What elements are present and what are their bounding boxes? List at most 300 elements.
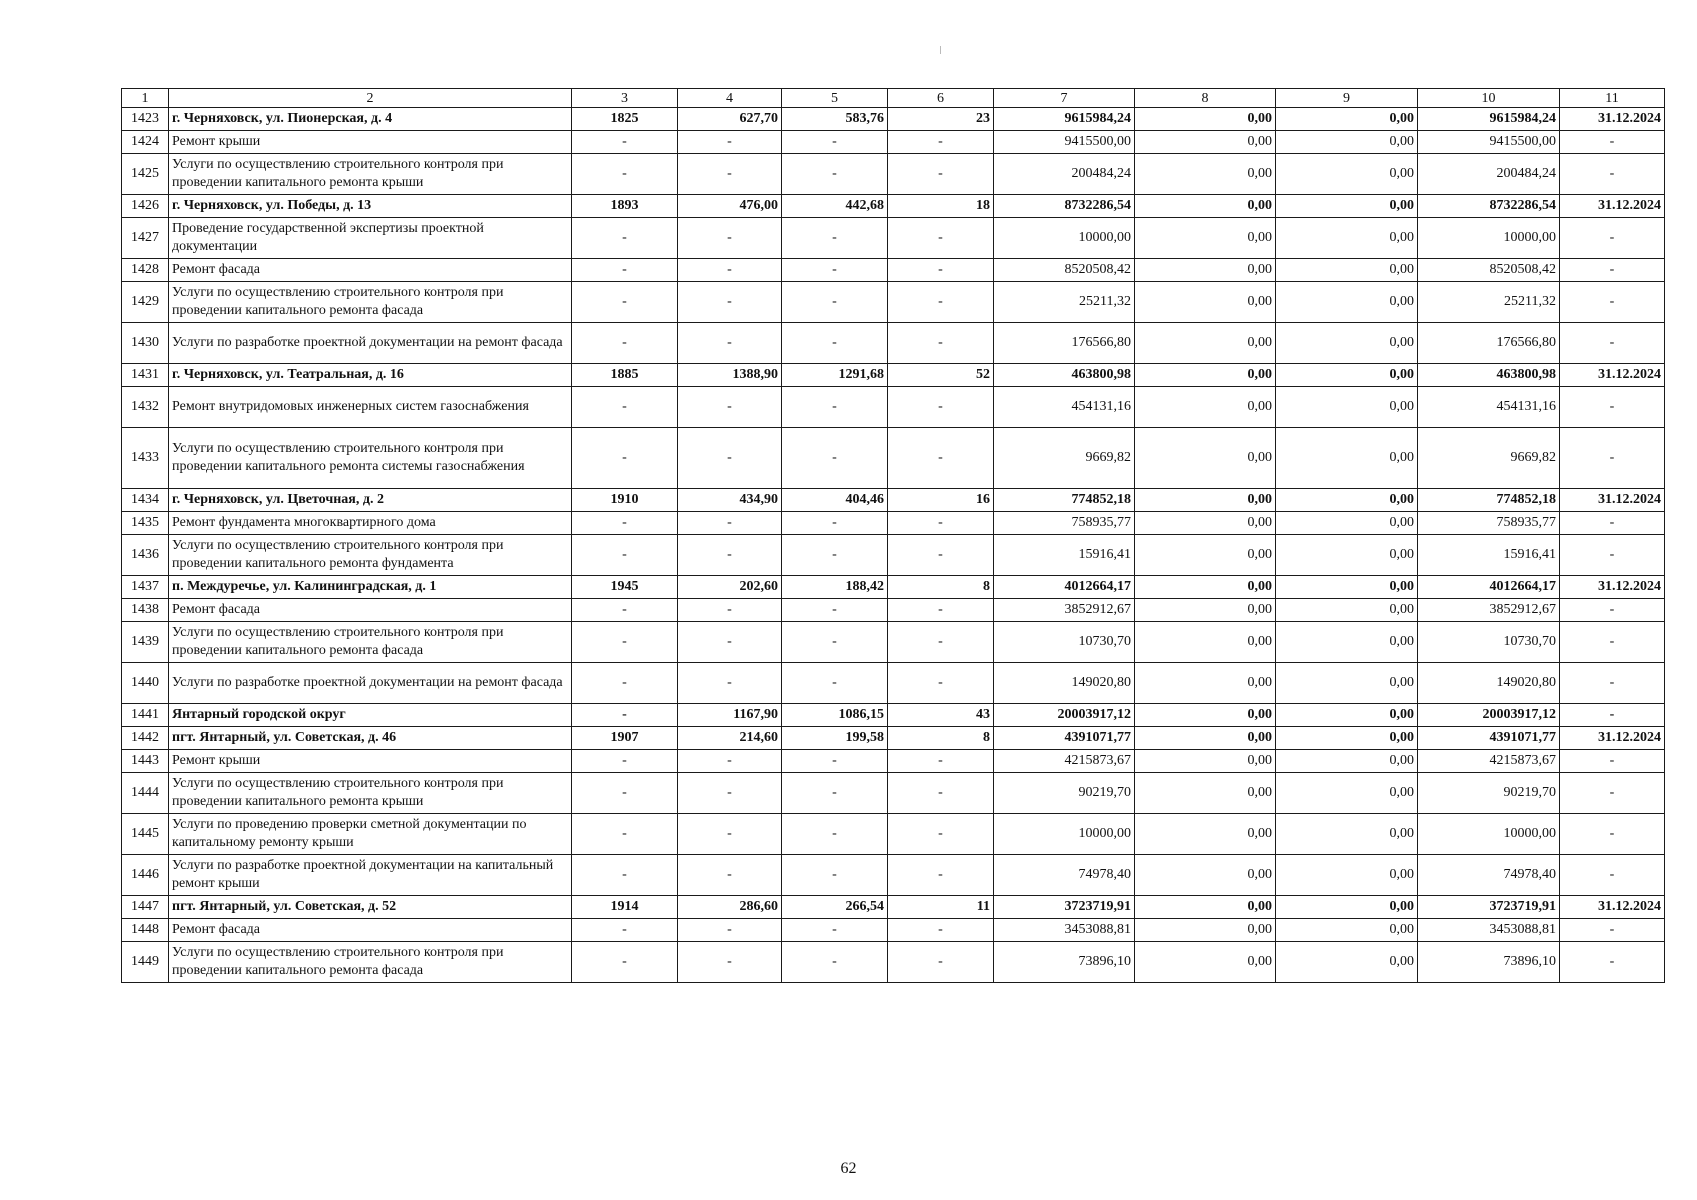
year-cell: 1885 bbox=[572, 364, 678, 387]
cost-total-cell: 758935,77 bbox=[994, 512, 1135, 535]
area-total-cell: - bbox=[678, 259, 782, 282]
cost-fund-cell: 0,00 bbox=[1135, 599, 1276, 622]
cost-budget-cell: 0,00 bbox=[1276, 259, 1418, 282]
area-total-cell: - bbox=[678, 919, 782, 942]
cost-total-cell: 73896,10 bbox=[994, 942, 1135, 983]
cost-fund-cell: 0,00 bbox=[1135, 576, 1276, 599]
row-number: 1426 bbox=[122, 195, 169, 218]
row-number: 1447 bbox=[122, 896, 169, 919]
cost-fund-cell: 0,00 bbox=[1135, 855, 1276, 896]
work-item-row bbox=[122, 323, 1665, 364]
area-total-cell: - bbox=[678, 814, 782, 855]
cost-owners-cell: 4012664,17 bbox=[1418, 576, 1560, 599]
area-total-cell: 1167,90 bbox=[678, 704, 782, 727]
cost-owners-cell: 15916,41 bbox=[1418, 535, 1560, 576]
address-row bbox=[122, 364, 1665, 387]
area-living-cell: - bbox=[782, 855, 888, 896]
work-item-row bbox=[122, 259, 1665, 282]
row-number: 1438 bbox=[122, 599, 169, 622]
work-item-row bbox=[122, 663, 1665, 704]
column-number: 9 bbox=[1276, 89, 1418, 108]
area-total-cell: - bbox=[678, 154, 782, 195]
work-item-row bbox=[122, 387, 1665, 428]
cost-owners-cell: 3723719,91 bbox=[1418, 896, 1560, 919]
column-number: 4 bbox=[678, 89, 782, 108]
residents-cell: - bbox=[888, 942, 994, 983]
area-living-cell: 1086,15 bbox=[782, 704, 888, 727]
address-row bbox=[122, 108, 1665, 131]
area-living-cell: - bbox=[782, 919, 888, 942]
cost-fund-cell: 0,00 bbox=[1135, 535, 1276, 576]
area-total-cell: - bbox=[678, 512, 782, 535]
cost-fund-cell: 0,00 bbox=[1135, 512, 1276, 535]
scan-mark bbox=[940, 46, 941, 54]
cost-owners-cell: 200484,24 bbox=[1418, 154, 1560, 195]
cost-budget-cell: 0,00 bbox=[1276, 942, 1418, 983]
cost-fund-cell: 0,00 bbox=[1135, 704, 1276, 727]
cost-budget-cell: 0,00 bbox=[1276, 154, 1418, 195]
area-living-cell: 1291,68 bbox=[782, 364, 888, 387]
row-number: 1428 bbox=[122, 259, 169, 282]
deadline-cell: - bbox=[1560, 387, 1665, 428]
item-name: г. Черняховск, ул. Пионерская, д. 4 bbox=[169, 108, 572, 131]
area-living-cell: - bbox=[782, 154, 888, 195]
cost-owners-cell: 4215873,67 bbox=[1418, 750, 1560, 773]
cost-total-cell: 90219,70 bbox=[994, 773, 1135, 814]
year-cell: - bbox=[572, 387, 678, 428]
area-total-cell: - bbox=[678, 131, 782, 154]
row-number: 1442 bbox=[122, 727, 169, 750]
cost-total-cell: 10730,70 bbox=[994, 622, 1135, 663]
deadline-cell: 31.12.2024 bbox=[1560, 108, 1665, 131]
address-row bbox=[122, 489, 1665, 512]
year-cell: - bbox=[572, 535, 678, 576]
cost-budget-cell: 0,00 bbox=[1276, 704, 1418, 727]
deadline-cell: - bbox=[1560, 154, 1665, 195]
area-total-cell: 214,60 bbox=[678, 727, 782, 750]
row-number: 1424 bbox=[122, 131, 169, 154]
area-living-cell: 442,68 bbox=[782, 195, 888, 218]
year-cell: - bbox=[572, 259, 678, 282]
residents-cell: - bbox=[888, 282, 994, 323]
area-living-cell: - bbox=[782, 387, 888, 428]
capital-repair-table bbox=[121, 88, 1665, 983]
deadline-cell: - bbox=[1560, 942, 1665, 983]
work-item-row bbox=[122, 428, 1665, 489]
cost-budget-cell: 0,00 bbox=[1276, 108, 1418, 131]
row-number: 1431 bbox=[122, 364, 169, 387]
area-living-cell: 199,58 bbox=[782, 727, 888, 750]
deadline-cell: 31.12.2024 bbox=[1560, 576, 1665, 599]
year-cell: - bbox=[572, 622, 678, 663]
deadline-cell: - bbox=[1560, 622, 1665, 663]
residents-cell: - bbox=[888, 855, 994, 896]
deadline-cell: - bbox=[1560, 428, 1665, 489]
residents-cell: - bbox=[888, 387, 994, 428]
cost-budget-cell: 0,00 bbox=[1276, 814, 1418, 855]
cost-fund-cell: 0,00 bbox=[1135, 364, 1276, 387]
area-total-cell: 202,60 bbox=[678, 576, 782, 599]
residents-cell: - bbox=[888, 919, 994, 942]
cost-budget-cell: 0,00 bbox=[1276, 896, 1418, 919]
cost-total-cell: 8520508,42 bbox=[994, 259, 1135, 282]
cost-budget-cell: 0,00 bbox=[1276, 535, 1418, 576]
cost-budget-cell: 0,00 bbox=[1276, 576, 1418, 599]
year-cell: 1910 bbox=[572, 489, 678, 512]
residents-cell: 11 bbox=[888, 896, 994, 919]
cost-fund-cell: 0,00 bbox=[1135, 195, 1276, 218]
cost-total-cell: 74978,40 bbox=[994, 855, 1135, 896]
area-living-cell: - bbox=[782, 663, 888, 704]
cost-budget-cell: 0,00 bbox=[1276, 364, 1418, 387]
item-name: г. Черняховск, ул. Цветочная, д. 2 bbox=[169, 489, 572, 512]
cost-owners-cell: 9615984,24 bbox=[1418, 108, 1560, 131]
cost-budget-cell: 0,00 bbox=[1276, 727, 1418, 750]
year-cell: 1914 bbox=[572, 896, 678, 919]
cost-owners-cell: 3453088,81 bbox=[1418, 919, 1560, 942]
work-item-row bbox=[122, 282, 1665, 323]
work-item-row bbox=[122, 942, 1665, 983]
cost-owners-cell: 149020,80 bbox=[1418, 663, 1560, 704]
cost-fund-cell: 0,00 bbox=[1135, 131, 1276, 154]
cost-budget-cell: 0,00 bbox=[1276, 282, 1418, 323]
residents-cell: - bbox=[888, 535, 994, 576]
residents-cell: - bbox=[888, 599, 994, 622]
address-row bbox=[122, 195, 1665, 218]
year-cell: - bbox=[572, 942, 678, 983]
area-living-cell: 404,46 bbox=[782, 489, 888, 512]
cost-fund-cell: 0,00 bbox=[1135, 259, 1276, 282]
area-total-cell: - bbox=[678, 663, 782, 704]
work-item-row bbox=[122, 750, 1665, 773]
area-living-cell: 188,42 bbox=[782, 576, 888, 599]
item-name: г. Черняховск, ул. Победы, д. 13 bbox=[169, 195, 572, 218]
cost-owners-cell: 454131,16 bbox=[1418, 387, 1560, 428]
area-total-cell: 434,90 bbox=[678, 489, 782, 512]
row-number: 1432 bbox=[122, 387, 169, 428]
deadline-cell: 31.12.2024 bbox=[1560, 727, 1665, 750]
deadline-cell: - bbox=[1560, 814, 1665, 855]
work-item-row bbox=[122, 773, 1665, 814]
cost-owners-cell: 90219,70 bbox=[1418, 773, 1560, 814]
item-name: Ремонт фундамента многоквартирного дома bbox=[169, 512, 572, 535]
year-cell: - bbox=[572, 282, 678, 323]
cost-budget-cell: 0,00 bbox=[1276, 919, 1418, 942]
row-number: 1445 bbox=[122, 814, 169, 855]
column-number: 2 bbox=[169, 89, 572, 108]
residents-cell: - bbox=[888, 512, 994, 535]
cost-fund-cell: 0,00 bbox=[1135, 896, 1276, 919]
cost-total-cell: 10000,00 bbox=[994, 814, 1135, 855]
area-total-cell: 476,00 bbox=[678, 195, 782, 218]
year-cell: 1893 bbox=[572, 195, 678, 218]
area-total-cell: - bbox=[678, 942, 782, 983]
year-cell: 1825 bbox=[572, 108, 678, 131]
cost-total-cell: 200484,24 bbox=[994, 154, 1135, 195]
deadline-cell: - bbox=[1560, 131, 1665, 154]
cost-fund-cell: 0,00 bbox=[1135, 750, 1276, 773]
item-name: Ремонт фасада bbox=[169, 919, 572, 942]
cost-budget-cell: 0,00 bbox=[1276, 489, 1418, 512]
year-cell: - bbox=[572, 704, 678, 727]
cost-owners-cell: 73896,10 bbox=[1418, 942, 1560, 983]
work-item-row bbox=[122, 855, 1665, 896]
cost-total-cell: 176566,80 bbox=[994, 323, 1135, 364]
cost-owners-cell: 74978,40 bbox=[1418, 855, 1560, 896]
area-living-cell: 583,76 bbox=[782, 108, 888, 131]
work-item-row bbox=[122, 131, 1665, 154]
row-number: 1439 bbox=[122, 622, 169, 663]
area-living-cell: - bbox=[782, 773, 888, 814]
residents-cell: - bbox=[888, 663, 994, 704]
page-number: 62 bbox=[840, 1160, 857, 1177]
residents-cell: - bbox=[888, 622, 994, 663]
year-cell: - bbox=[572, 814, 678, 855]
row-number: 1437 bbox=[122, 576, 169, 599]
area-living-cell: - bbox=[782, 622, 888, 663]
cost-owners-cell: 10000,00 bbox=[1418, 814, 1560, 855]
address-row bbox=[122, 727, 1665, 750]
year-cell: - bbox=[572, 773, 678, 814]
column-number: 1 bbox=[122, 89, 169, 108]
residents-cell: - bbox=[888, 323, 994, 364]
cost-budget-cell: 0,00 bbox=[1276, 855, 1418, 896]
residents-cell: 52 bbox=[888, 364, 994, 387]
item-name: Услуги по осуществлению строительного контроля при проведении капитального ремонта системы газоснабжения bbox=[169, 428, 572, 489]
year-cell: 1945 bbox=[572, 576, 678, 599]
cost-fund-cell: 0,00 bbox=[1135, 773, 1276, 814]
cost-budget-cell: 0,00 bbox=[1276, 428, 1418, 489]
cost-total-cell: 463800,98 bbox=[994, 364, 1135, 387]
item-name: п. Междуречье, ул. Калининградская, д. 1 bbox=[169, 576, 572, 599]
deadline-cell: 31.12.2024 bbox=[1560, 489, 1665, 512]
cost-total-cell: 454131,16 bbox=[994, 387, 1135, 428]
address-row bbox=[122, 576, 1665, 599]
cost-budget-cell: 0,00 bbox=[1276, 622, 1418, 663]
cost-total-cell: 3852912,67 bbox=[994, 599, 1135, 622]
item-name: Ремонт фасада bbox=[169, 259, 572, 282]
deadline-cell: 31.12.2024 bbox=[1560, 896, 1665, 919]
item-name: Услуги по осуществлению строительного контроля при проведении капитального ремонта крыши bbox=[169, 154, 572, 195]
year-cell: - bbox=[572, 323, 678, 364]
deadline-cell: 31.12.2024 bbox=[1560, 364, 1665, 387]
row-number: 1443 bbox=[122, 750, 169, 773]
residents-cell: - bbox=[888, 154, 994, 195]
item-name: пгт. Янтарный, ул. Советская, д. 52 bbox=[169, 896, 572, 919]
row-number: 1434 bbox=[122, 489, 169, 512]
year-cell: - bbox=[572, 855, 678, 896]
area-total-cell: 627,70 bbox=[678, 108, 782, 131]
row-number: 1441 bbox=[122, 704, 169, 727]
cost-total-cell: 9669,82 bbox=[994, 428, 1135, 489]
area-living-cell: - bbox=[782, 218, 888, 259]
cost-total-cell: 25211,32 bbox=[994, 282, 1135, 323]
item-name: Услуги по проведению проверки сметной документации по капитальному ремонту крыши bbox=[169, 814, 572, 855]
row-number: 1449 bbox=[122, 942, 169, 983]
residents-cell: 18 bbox=[888, 195, 994, 218]
address-row bbox=[122, 896, 1665, 919]
cost-fund-cell: 0,00 bbox=[1135, 218, 1276, 259]
column-number-row bbox=[122, 89, 1665, 108]
area-total-cell: - bbox=[678, 387, 782, 428]
cost-total-cell: 15916,41 bbox=[994, 535, 1135, 576]
area-total-cell: - bbox=[678, 323, 782, 364]
area-total-cell: - bbox=[678, 622, 782, 663]
cost-total-cell: 4012664,17 bbox=[994, 576, 1135, 599]
item-name: г. Черняховск, ул. Театральная, д. 16 bbox=[169, 364, 572, 387]
cost-budget-cell: 0,00 bbox=[1276, 512, 1418, 535]
cost-owners-cell: 9415500,00 bbox=[1418, 131, 1560, 154]
work-item-row bbox=[122, 535, 1665, 576]
cost-owners-cell: 8732286,54 bbox=[1418, 195, 1560, 218]
cost-fund-cell: 0,00 bbox=[1135, 489, 1276, 512]
cost-total-cell: 20003917,12 bbox=[994, 704, 1135, 727]
cost-fund-cell: 0,00 bbox=[1135, 428, 1276, 489]
area-living-cell: - bbox=[782, 282, 888, 323]
year-cell: - bbox=[572, 512, 678, 535]
area-living-cell: - bbox=[782, 323, 888, 364]
item-name: Проведение государственной экспертизы проектной документации bbox=[169, 218, 572, 259]
deadline-cell: - bbox=[1560, 855, 1665, 896]
area-total-cell: - bbox=[678, 855, 782, 896]
cost-fund-cell: 0,00 bbox=[1135, 108, 1276, 131]
row-number: 1444 bbox=[122, 773, 169, 814]
cost-total-cell: 3453088,81 bbox=[994, 919, 1135, 942]
cost-total-cell: 9415500,00 bbox=[994, 131, 1135, 154]
cost-fund-cell: 0,00 bbox=[1135, 663, 1276, 704]
residents-cell: - bbox=[888, 259, 994, 282]
cost-budget-cell: 0,00 bbox=[1276, 323, 1418, 364]
column-number: 6 bbox=[888, 89, 994, 108]
area-total-cell: - bbox=[678, 428, 782, 489]
area-living-cell: - bbox=[782, 512, 888, 535]
cost-budget-cell: 0,00 bbox=[1276, 599, 1418, 622]
cost-owners-cell: 4391071,77 bbox=[1418, 727, 1560, 750]
residents-cell: - bbox=[888, 131, 994, 154]
area-living-cell: - bbox=[782, 599, 888, 622]
column-number: 8 bbox=[1135, 89, 1276, 108]
residents-cell: 8 bbox=[888, 576, 994, 599]
item-name: пгт. Янтарный, ул. Советская, д. 46 bbox=[169, 727, 572, 750]
item-name: Ремонт крыши bbox=[169, 750, 572, 773]
area-living-cell: - bbox=[782, 259, 888, 282]
deadline-cell: - bbox=[1560, 663, 1665, 704]
area-total-cell: - bbox=[678, 218, 782, 259]
work-item-row bbox=[122, 512, 1665, 535]
item-name: Янтарный городской округ bbox=[169, 704, 572, 727]
work-item-row bbox=[122, 218, 1665, 259]
deadline-cell: - bbox=[1560, 323, 1665, 364]
cost-owners-cell: 9669,82 bbox=[1418, 428, 1560, 489]
cost-budget-cell: 0,00 bbox=[1276, 387, 1418, 428]
cost-budget-cell: 0,00 bbox=[1276, 773, 1418, 814]
area-total-cell: - bbox=[678, 750, 782, 773]
deadline-cell: - bbox=[1560, 599, 1665, 622]
item-name: Услуги по осуществлению строительного контроля при проведении капитального ремонта фундамента bbox=[169, 535, 572, 576]
column-number: 11 bbox=[1560, 89, 1665, 108]
cost-fund-cell: 0,00 bbox=[1135, 814, 1276, 855]
area-total-cell: - bbox=[678, 599, 782, 622]
deadline-cell: - bbox=[1560, 259, 1665, 282]
item-name: Ремонт внутридомовых инженерных систем газоснабжения bbox=[169, 387, 572, 428]
cost-budget-cell: 0,00 bbox=[1276, 663, 1418, 704]
deadline-cell: - bbox=[1560, 919, 1665, 942]
year-cell: - bbox=[572, 599, 678, 622]
row-number: 1448 bbox=[122, 919, 169, 942]
cost-owners-cell: 25211,32 bbox=[1418, 282, 1560, 323]
cost-fund-cell: 0,00 bbox=[1135, 622, 1276, 663]
area-living-cell: - bbox=[782, 535, 888, 576]
row-number: 1425 bbox=[122, 154, 169, 195]
cost-owners-cell: 758935,77 bbox=[1418, 512, 1560, 535]
cost-fund-cell: 0,00 bbox=[1135, 323, 1276, 364]
residents-cell: - bbox=[888, 750, 994, 773]
area-total-cell: 286,60 bbox=[678, 896, 782, 919]
area-living-cell: - bbox=[782, 750, 888, 773]
row-number: 1427 bbox=[122, 218, 169, 259]
cost-fund-cell: 0,00 bbox=[1135, 154, 1276, 195]
area-total-cell: - bbox=[678, 282, 782, 323]
column-number: 7 bbox=[994, 89, 1135, 108]
item-name: Ремонт фасада bbox=[169, 599, 572, 622]
row-number: 1433 bbox=[122, 428, 169, 489]
row-number: 1423 bbox=[122, 108, 169, 131]
cost-fund-cell: 0,00 bbox=[1135, 942, 1276, 983]
deadline-cell: - bbox=[1560, 704, 1665, 727]
cost-owners-cell: 20003917,12 bbox=[1418, 704, 1560, 727]
cost-fund-cell: 0,00 bbox=[1135, 919, 1276, 942]
column-number: 3 bbox=[572, 89, 678, 108]
cost-owners-cell: 463800,98 bbox=[1418, 364, 1560, 387]
year-cell: - bbox=[572, 919, 678, 942]
area-living-cell: - bbox=[782, 942, 888, 983]
cost-fund-cell: 0,00 bbox=[1135, 387, 1276, 428]
item-name: Ремонт крыши bbox=[169, 131, 572, 154]
deadline-cell: - bbox=[1560, 535, 1665, 576]
deadline-cell: - bbox=[1560, 750, 1665, 773]
work-item-row bbox=[122, 599, 1665, 622]
area-living-cell: 266,54 bbox=[782, 896, 888, 919]
column-number: 10 bbox=[1418, 89, 1560, 108]
cost-total-cell: 3723719,91 bbox=[994, 896, 1135, 919]
residents-cell: - bbox=[888, 218, 994, 259]
row-number: 1435 bbox=[122, 512, 169, 535]
cost-budget-cell: 0,00 bbox=[1276, 195, 1418, 218]
cost-fund-cell: 0,00 bbox=[1135, 282, 1276, 323]
item-name: Услуги по осуществлению строительного контроля при проведении капитального ремонта крыши bbox=[169, 773, 572, 814]
row-number: 1446 bbox=[122, 855, 169, 896]
deadline-cell: - bbox=[1560, 282, 1665, 323]
residents-cell: - bbox=[888, 773, 994, 814]
year-cell: 1907 bbox=[572, 727, 678, 750]
cost-budget-cell: 0,00 bbox=[1276, 750, 1418, 773]
cost-total-cell: 4215873,67 bbox=[994, 750, 1135, 773]
row-number: 1430 bbox=[122, 323, 169, 364]
deadline-cell: - bbox=[1560, 218, 1665, 259]
cost-fund-cell: 0,00 bbox=[1135, 727, 1276, 750]
residents-cell: - bbox=[888, 428, 994, 489]
address-row bbox=[122, 704, 1665, 727]
residents-cell: 8 bbox=[888, 727, 994, 750]
deadline-cell: 31.12.2024 bbox=[1560, 195, 1665, 218]
cost-total-cell: 4391071,77 bbox=[994, 727, 1135, 750]
cost-total-cell: 10000,00 bbox=[994, 218, 1135, 259]
area-total-cell: - bbox=[678, 773, 782, 814]
cost-total-cell: 149020,80 bbox=[994, 663, 1135, 704]
cost-owners-cell: 8520508,42 bbox=[1418, 259, 1560, 282]
year-cell: - bbox=[572, 154, 678, 195]
item-name: Услуги по разработке проектной документации на капитальный ремонт крыши bbox=[169, 855, 572, 896]
